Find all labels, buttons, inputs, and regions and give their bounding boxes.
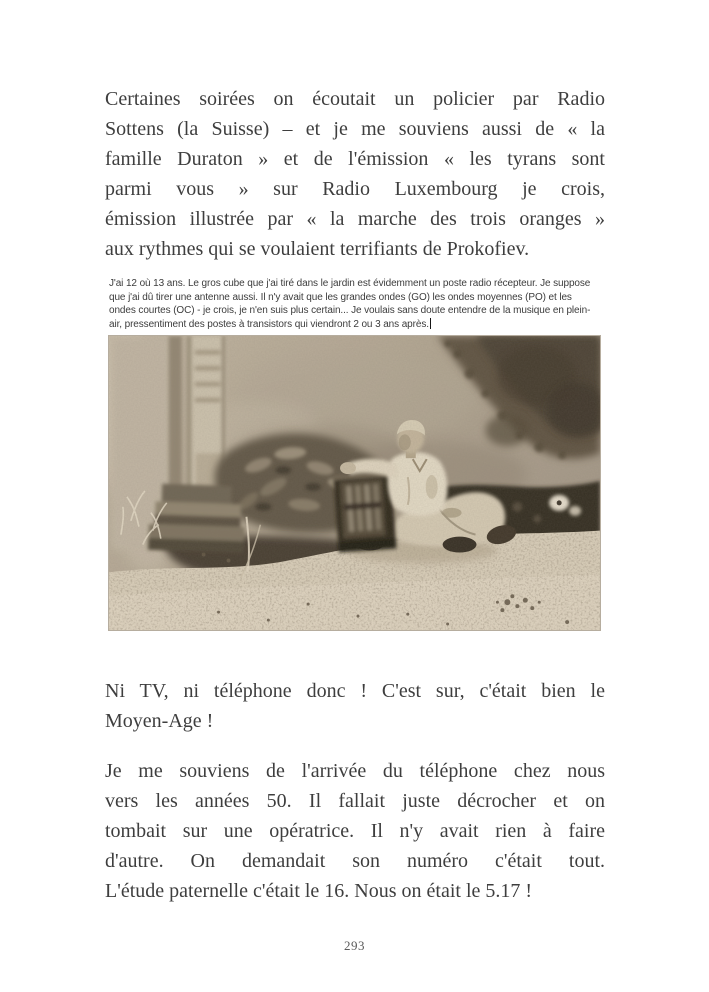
text-line: tombait sur une opératrice. Il n'y avait rien à faire <box>105 820 605 842</box>
text-line: d'autre. On demandait son numéro c'était tout. <box>105 850 605 872</box>
text-line: famille Duraton » et de l'émission « les tyrans sont <box>105 148 605 170</box>
paragraph-telephone-arrival <box>105 756 605 906</box>
text-line: émission illustrée par « la marche des trois oranges » <box>105 208 605 230</box>
paragraph-radio-evenings <box>105 84 605 264</box>
text-line: aux rythmes qui se voulaient terrifiants de Prokofiev. <box>105 238 530 260</box>
photo-caption-text: J'ai 12 où 13 ans. Le gros cube que j'ai tiré dans le jardin est évidemment un poste radio récepteur. Je suppose que j'ai dû tirer une antenne aussi. Il n'y avait que les grandes ondes (GO) les ondes moyennes (PO) et les ondes courtes (OC) - je crois, je n'en suis plus certain... Je voulais sans doute entendre de la musique en plein-air, pressentiment des postes à transistors qui viendront 2 ou 3 ans après. <box>109 278 591 330</box>
text-line: Ni TV, ni téléphone donc ! C'est sur, c'était bien le <box>105 680 605 702</box>
text-line: parmi vous » sur Radio Luxembourg je crois, <box>105 178 605 200</box>
text-cursor <box>430 318 431 329</box>
text-line: Sottens (la Suisse) – et je me souviens aussi de « la <box>105 118 605 140</box>
text-line: Certaines soirées on écoutait un policier par Radio <box>105 88 605 110</box>
photo-caption[interactable] <box>109 277 598 331</box>
page-number: 293 <box>344 938 365 953</box>
text-line: Je me souviens de l'arrivée du téléphone chez nous <box>105 760 605 782</box>
text-line: Moyen-Age ! <box>105 710 214 732</box>
photo-boy-with-radio <box>108 335 601 631</box>
text-line: vers les années 50. Il fallait juste décrocher et on <box>105 790 605 812</box>
garden-photo-illustration <box>109 336 600 630</box>
photo-figure <box>108 277 601 631</box>
paragraph-no-tv-no-phone <box>105 676 605 736</box>
text-line: L'étude paternelle c'était le 16. Nous on était le 5.17 ! <box>105 880 533 902</box>
